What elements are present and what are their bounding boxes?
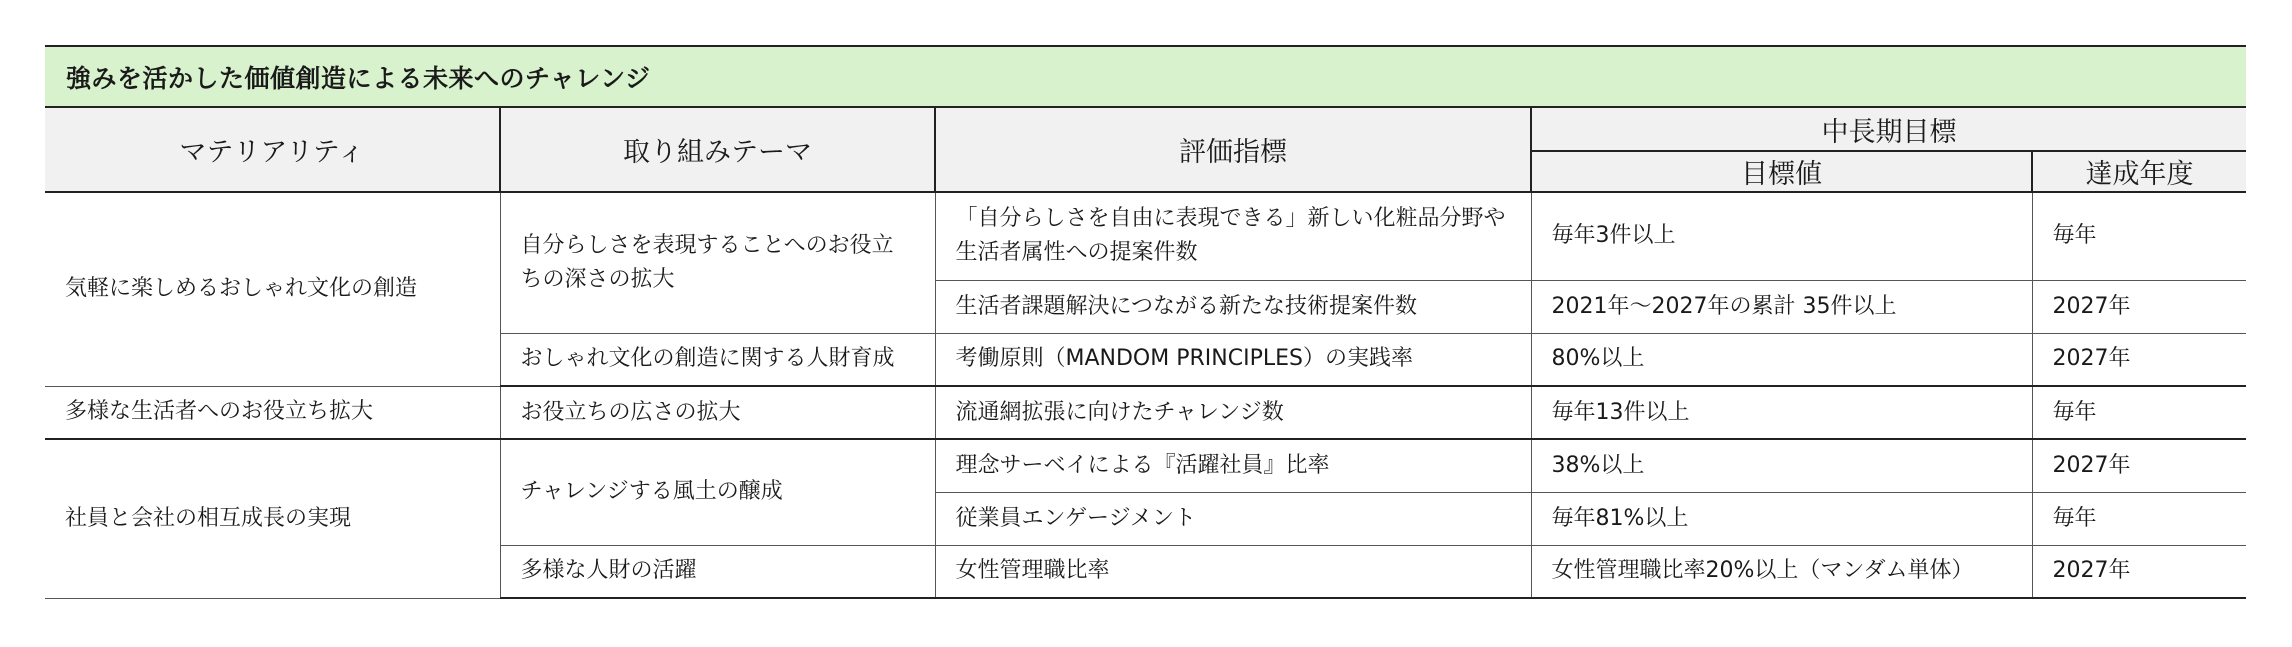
target-value-cell: 80%以上 (1531, 333, 2032, 386)
target-year-cell: 毎年 (2032, 386, 2246, 439)
target-year-cell: 2027年 (2032, 439, 2246, 492)
materiality-table (45, 106, 2246, 599)
target-value-cell: 女性管理職比率20%以上（マンダム単体） (1531, 545, 2032, 598)
materiality-table-section (45, 45, 2246, 599)
target-year-cell: 2027年 (2032, 333, 2246, 386)
target-year-cell: 毎年 (2032, 492, 2246, 545)
header-theme: 取り組みテーマ (500, 107, 935, 192)
indicator-cell: 従業員エンゲージメント (935, 492, 1531, 545)
indicator-cell: 生活者課題解決につながる新たな技術提案件数 (935, 280, 1531, 333)
theme-cell: おしゃれ文化の創造に関する人財育成 (500, 333, 935, 386)
theme-cell: お役立ちの広さの拡大 (500, 386, 935, 439)
target-value-cell: 毎年13件以上 (1531, 386, 2032, 439)
target-value-cell: 毎年81%以上 (1531, 492, 2032, 545)
target-year-cell: 毎年 (2032, 192, 2246, 280)
header-indicator: 評価指標 (935, 107, 1531, 192)
table-title: 強みを活かした価値創造による未来へのチャレンジ (45, 45, 2246, 106)
theme-cell: チャレンジする風土の醸成 (500, 439, 935, 545)
header-target-value: 目標値 (1531, 151, 2032, 192)
target-value-cell: 2021年〜2027年の累計 35件以上 (1531, 280, 2032, 333)
materiality-cell: 気軽に楽しめるおしゃれ文化の創造 (45, 192, 500, 386)
indicator-cell: 考働原則（MANDOM PRINCIPLES）の実践率 (935, 333, 1531, 386)
target-year-cell: 2027年 (2032, 280, 2246, 333)
header-materiality: マテリアリティ (45, 107, 500, 192)
indicator-cell: 流通網拡張に向けたチャレンジ数 (935, 386, 1531, 439)
target-year-cell: 2027年 (2032, 545, 2246, 598)
theme-cell: 多様な人財の活躍 (500, 545, 935, 598)
indicator-cell: 「自分らしさを自由に表現できる」新しい化粧品分野や生活者属性への提案件数 (935, 192, 1531, 280)
header-mid-long-goal: 中長期目標 (1531, 107, 2246, 151)
indicator-cell: 女性管理職比率 (935, 545, 1531, 598)
materiality-cell: 社員と会社の相互成長の実現 (45, 439, 500, 598)
header-target-year: 達成年度 (2032, 151, 2246, 192)
target-value-cell: 38%以上 (1531, 439, 2032, 492)
theme-cell: 自分らしさを表現することへのお役立ちの深さの拡大 (500, 192, 935, 333)
target-value-cell: 毎年3件以上 (1531, 192, 2032, 280)
materiality-cell: 多様な生活者へのお役立ち拡大 (45, 386, 500, 439)
indicator-cell: 理念サーベイによる『活躍社員』比率 (935, 439, 1531, 492)
